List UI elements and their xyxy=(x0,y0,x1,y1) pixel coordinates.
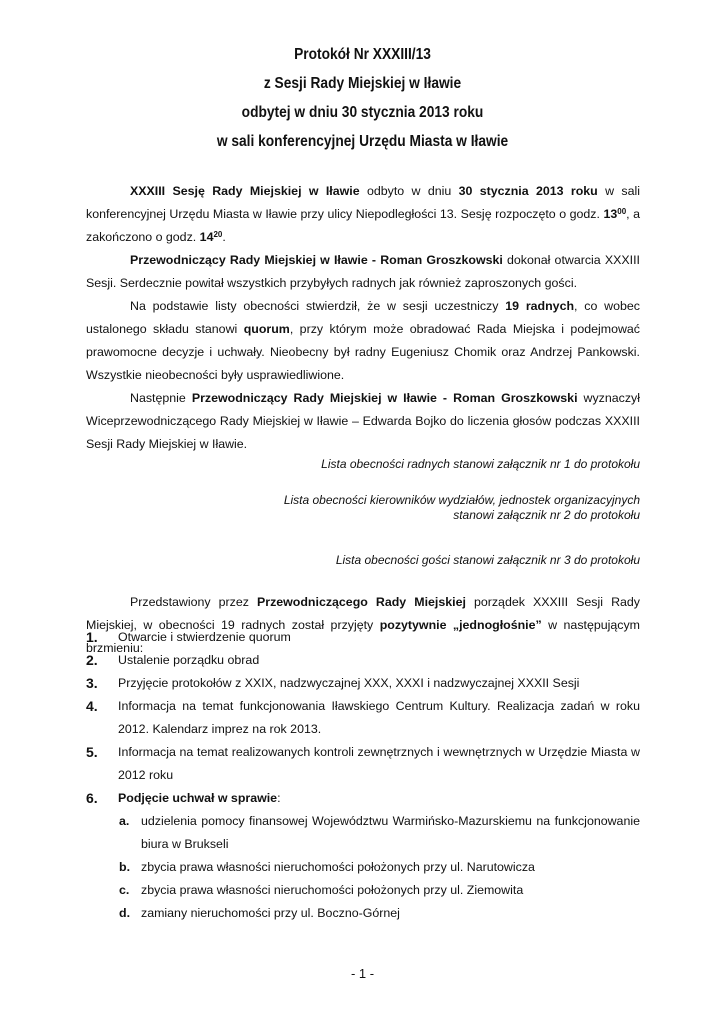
agenda-subitem xyxy=(86,856,640,879)
end-minutes: 20 xyxy=(213,230,223,239)
subitem-text: zbycia prawa własności nieruchomości położonych przy ul. Ziemowita xyxy=(141,883,524,897)
agenda-text: Przyjęcie protokołów z XXIX, nadzwyczajnej XXX, XXXI i nadzwyczajnej XXXII Sesji xyxy=(118,676,580,690)
attachment-note-2 xyxy=(86,493,640,523)
agenda-number: 3. xyxy=(86,675,98,691)
session-date: 30 stycznia 2013 roku xyxy=(458,184,598,198)
vote-result: pozytywnie „jednogłośnie” xyxy=(379,618,542,632)
agenda-text-bold: Podjęcie uchwał w sprawie xyxy=(118,791,278,805)
text-run: Przedstawiony przez xyxy=(130,595,257,609)
agenda-number: 1. xyxy=(86,629,98,645)
subitem-text: zamiany nieruchomości przy ul. Boczno-Górnej xyxy=(141,906,400,920)
text-run: Następnie xyxy=(130,391,192,405)
paragraph-vote-counter xyxy=(86,387,640,456)
paragraph-session-info xyxy=(86,180,640,249)
text-run: , a zakończono o godz. xyxy=(86,207,641,244)
agenda-list xyxy=(86,626,640,925)
text-run: odbyto w dniu xyxy=(359,184,459,198)
session-name: XXXIII Sesję Rady Miejskiej w Iławie xyxy=(130,184,360,198)
quorum-term: quorum xyxy=(243,322,290,336)
agenda-subitem xyxy=(86,879,640,902)
agenda-subitem xyxy=(86,902,640,925)
agenda-number: 5. xyxy=(86,744,98,760)
subitem-text: udzielenia pomocy finansowej Województwu Warmińsko-Mazurskiemu na funkcjonowanie biura w Brukseli xyxy=(141,814,640,851)
title-line-3: odbytej w dniu 30 stycznia 2013 roku xyxy=(241,104,484,121)
title-line-2: z Sesji Rady Miejskiej w Iławie xyxy=(263,75,462,92)
page-number: - 1 - xyxy=(350,966,375,981)
start-time xyxy=(603,207,626,221)
subitem-letter: a. xyxy=(119,814,130,828)
chairman-name: Przewodniczący Rady Miejskiej w Iławie - Roman Groszkowski xyxy=(191,391,578,405)
agenda-text: Ustalenie porządku obrad xyxy=(118,653,260,667)
paragraph-opening xyxy=(86,249,640,295)
agenda-text: : xyxy=(277,791,281,805)
chairman-reference: Przewodniczącego Rady Miejskiej xyxy=(256,595,466,609)
subitem-letter: d. xyxy=(119,906,131,920)
agenda-item xyxy=(86,695,640,741)
agenda-item xyxy=(86,626,640,649)
title-line-1: Protokół Nr XXXIII/13 xyxy=(294,46,431,63)
text-run: , przy którym może obradować Rada Miejska i podejmować prawomocne decyzje i uchwały. Nieobecny był radny Eugeniusz Chomik oraz Andrzej Pankowski. Wszystkie nieobecności były usprawiedliwione. xyxy=(86,322,640,382)
chairman-name: Przewodniczący Rady Miejskiej w Iławie - Roman Groszkowski xyxy=(130,253,503,267)
attachment-note-1: Lista obecności radnych stanowi załącznik nr 1 do protokołu xyxy=(321,457,640,471)
attachment-note-2-line-1: Lista obecności kierowników wydziałów, jednostek organizacyjnych xyxy=(283,493,640,507)
agenda-item xyxy=(86,672,640,695)
end-time xyxy=(199,230,226,244)
subitem-letter: c. xyxy=(119,883,130,897)
text-run: wyznaczył Wiceprzewodniczącego Rady Miejskiej w Iławie – Edwarda Bojko do liczenia głosów podczas XXXIII Sesji Rady Miejskiej w Iławie. xyxy=(86,391,640,451)
agenda-item xyxy=(86,649,640,672)
subitem-text: zbycia prawa własności nieruchomości położonych przy ul. Narutowicza xyxy=(141,860,535,874)
agenda-text: Informacja na temat realizowanych kontroli zewnętrznych i wewnętrznych w Urzędzie Miasta w 2012 roku xyxy=(118,745,640,782)
protocol-body xyxy=(86,180,640,660)
start-hour: 13 xyxy=(603,207,618,221)
agenda-text: Otwarcie i stwierdzenie quorum xyxy=(118,630,291,644)
text-run: w sali konferencyjnej Urzędu Miasta w Iławie przy ulicy Niepodległości 13. Sesję rozpoczęto o godz. xyxy=(86,184,640,221)
attachment-note-2-line-2: stanowi załącznik nr 2 do protokołu xyxy=(453,508,640,522)
councillor-count: 19 radnych xyxy=(505,299,575,313)
text-run: w następującym brzmieniu: xyxy=(86,618,640,655)
paragraph-quorum xyxy=(86,295,640,387)
title-line-4: w sali konferencyjnej Urzędu Miasta w Iławie xyxy=(216,133,509,150)
text-run: . xyxy=(222,230,226,244)
agenda-subitem xyxy=(86,810,640,856)
start-minutes: 00 xyxy=(617,207,627,216)
attachment-note-3: Lista obecności gości stanowi załącznik nr 3 do protokołu xyxy=(335,553,640,567)
text-run: Na podstawie listy obecności stwierdził, że w sesji uczestniczy xyxy=(130,299,506,313)
agenda-item xyxy=(86,741,640,787)
agenda-item xyxy=(86,787,640,810)
subitem-letter: b. xyxy=(119,860,131,874)
document-title xyxy=(0,40,725,156)
end-hour: 14 xyxy=(199,230,214,244)
agenda-text: Informacja na temat funkcjonowania Iławskiego Centrum Kultury. Realizacja zadań w roku 2012. Kalendarz imprez na rok 2013. xyxy=(118,699,640,736)
text-run: , co wobec ustalonego składu stanowi xyxy=(86,299,640,336)
agenda-number: 2. xyxy=(86,652,98,668)
text-run: porządek XXXIII Sesji Rady Miejskiej, w obecności 19 radnych został przyjęty xyxy=(86,595,640,632)
agenda-number: 6. xyxy=(86,790,98,806)
agenda-number: 4. xyxy=(86,698,98,714)
text-run: dokonał otwarcia XXXIII Sesji. Serdecznie powitał wszystkich przybyłych radnych jak również zaproszonych gości. xyxy=(86,253,640,290)
